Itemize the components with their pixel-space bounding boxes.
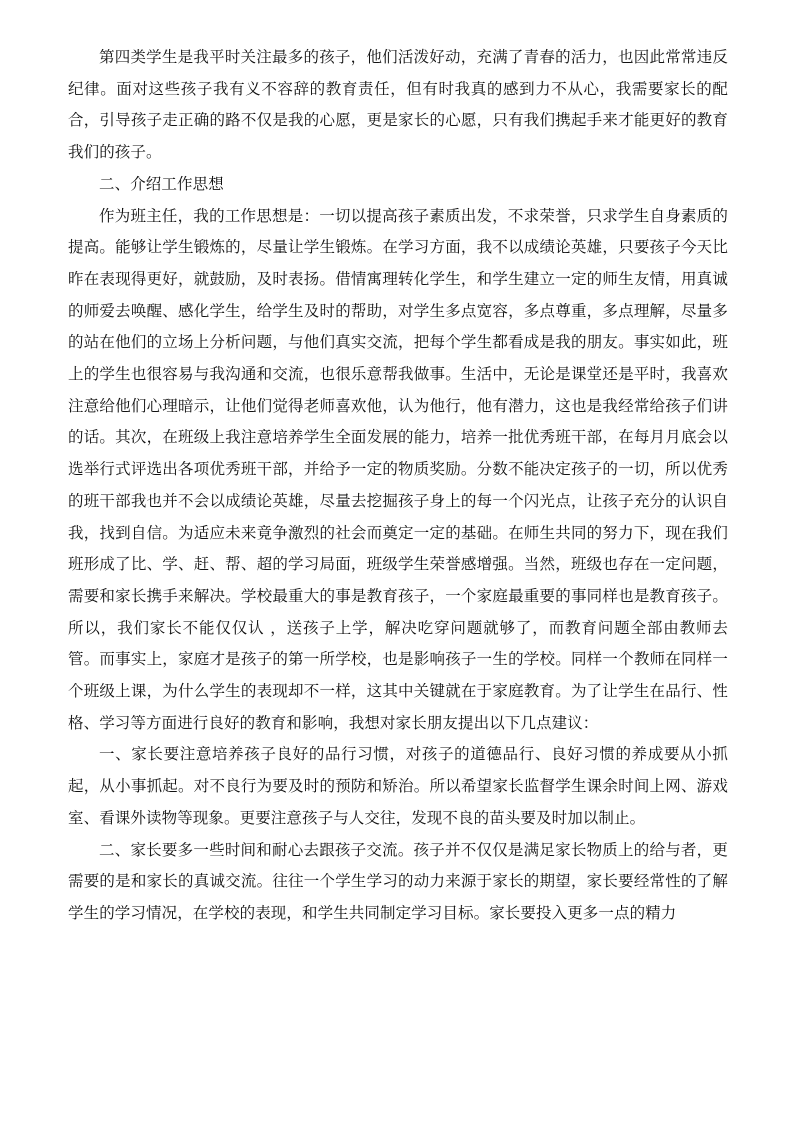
section-heading-work-philosophy: 二、介绍工作思想 — [99, 174, 224, 193]
paragraph-suggestion-one: 一、家长要注意培养孩子良好的品行习惯，对孩子的道德品行、良好习惯的养成要从小抓起，从小事抓起。对不良行为要及时的预防和矫治。所以希望家长监督学生课余时间上网、游戏室、看课外读物等现象。更要注意孩子与人交往，发现不良的苗头要及时加以制止。 — [68, 745, 728, 827]
paragraph-fourth-type-students: 第四类学生是我平时关注最多的孩子，他们活泼好动，充满了青春的活力，也因此常常违反纪律。面对这些孩子我有义不容辞的教育责任，但有时我真的感到力不从心，我需要家长的配合，引导孩子走正确的路不仅是我的心愿，更是家长的心愿，只有我们携起手来才能更好的教育我们的孩子。 — [68, 48, 728, 162]
paragraph-work-philosophy: 作为班主任，我的工作思想是：一切以提高孩子素质出发，不求荣誉，只求学生自身素质的提高。能够让学生锻炼的，尽量让学生锻炼。在学习方面，我不以成绩论英雄，只要孩子今天比昨在表现得更好，就鼓励，及时表扬。借情寓理转化学生，和学生建立一定的师生友情，用真诚的师爱去唤醒、感化学生，给学生及时的帮助，对学生多点宽容，多点尊重，多点理解，尽量多的站在他们的立场上分析问题，与他们真实交流，把每个学生都看成是我的朋友。事实如此，班上的学生也很容易与我沟通和交流，也很乐意帮我做事。生活中，无论是课堂还是平时，我喜欢注意给他们心理暗示，让他们觉得老师喜欢他，认为他行，他有潜力，这也是我经常给孩子们讲的话。其次，在班级上我注意培养学生全面发展的能力，培养一批优秀班干部，在每月月底会以选举行式评选出各项优秀班干部，并给予一定的物质奖励。分数不能决定孩子的一切，所以优秀的班干部我也并不会以成绩论英雄，尽量去挖掘孩子身上的每一个闪光点，让孩子充分的认识自我，找到自信。为适应未来竟争激烈的社会而奠定一定的基础。在师生共同的努力下，现在我们班形成了比、学、赶、帮、超的学习局面，班级学生荣誉感增强。当然，班级也存在一定问题，需要和家长携手来解决。学校最重大的事是教育孩子，一个家庭最重要的事同样也是教育孩子。所以，我们家长不能仅仅认 ，送孩子上学，解决吃穿问题就够了，而教育问题全部由教师去管。而事实上，家庭才是孩子的第一所学校，也是影响孩子一生的学校。同样一个教师在同样一个班级上课，为什么学生的表现却不一样，这其中关键就在于家庭教育。为了让学生在品行、性格、学习等方面进行良好的教育和影响，我想对家长朋友提出以下几点建议： — [68, 206, 728, 732]
paragraph-suggestion-two: 二、家长要多一些时间和耐心去跟孩子交流。孩子并不仅仅是满足家长物质上的给与者，更需要的是和家长的真诚交流。往往一个学生学习的动力来源于家长的期望，家长要经常性的了解学生的学习情况，在学校的表现，和学生共同制定学习目标。家长要投入更多一点的精力 — [68, 840, 728, 922]
document-body — [68, 42, 728, 930]
